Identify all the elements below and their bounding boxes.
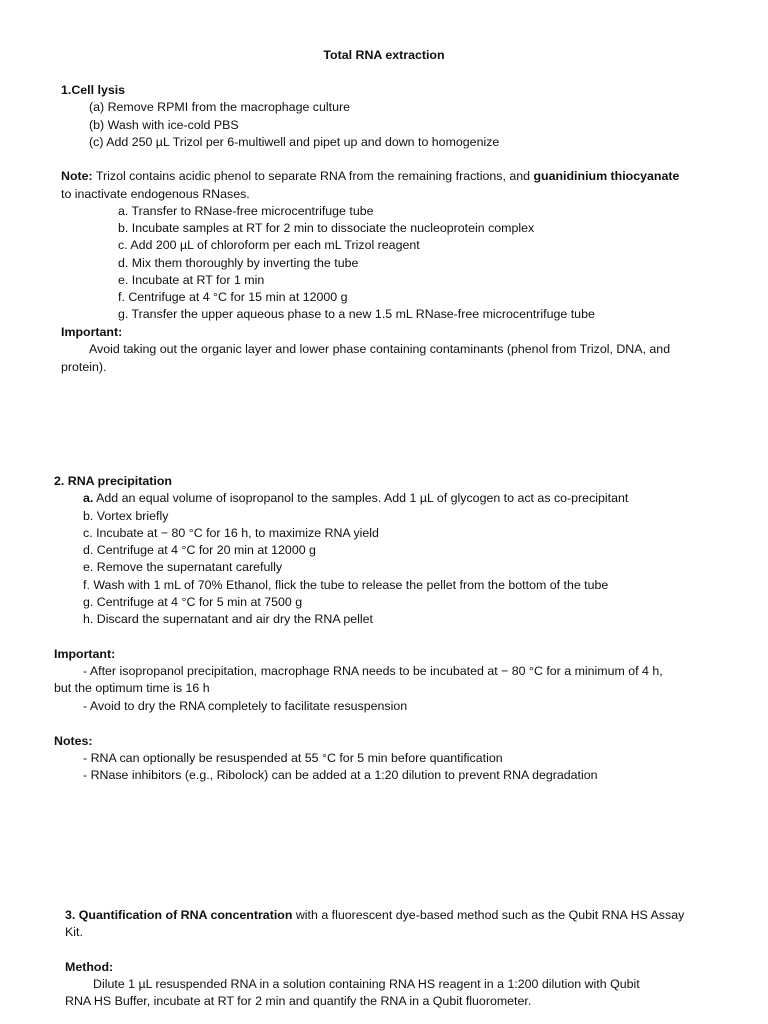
section-2-step: c. Incubate at − 80 °C for 16 h, to maximize RNA yield bbox=[83, 526, 379, 540]
step-text: Add an equal volume of isopropanol to the samples. Add 1 µL of glycogen to act as co-precipitant bbox=[93, 491, 629, 505]
section-1-substep: d. Mix them thoroughly by inverting the tube bbox=[118, 256, 359, 270]
section-1-step: (a) Remove RPMI from the macrophage culture bbox=[89, 100, 350, 114]
section-3-heading bbox=[65, 907, 684, 924]
section-2-note: - RNase inhibitors (e.g., Ribolock) can be added at a 1:20 dilution to prevent RNA degradation bbox=[83, 768, 598, 782]
section-2-step: e. Remove the supernatant carefully bbox=[83, 560, 283, 574]
section-2-note: - RNA can optionally be resuspended at 55 °C for 5 min before quantification bbox=[83, 751, 503, 765]
section-1-note-continued: to inactivate endogenous RNases. bbox=[61, 187, 250, 201]
section-1-substep: g. Transfer the upper aqueous phase to a new 1.5 mL RNase-free microcentrifuge tube bbox=[118, 307, 595, 321]
section-1-important-text: protein). bbox=[61, 360, 107, 374]
section-3-method-text: RNA HS Buffer, incubate at RT for 2 min and quantify the RNA in a Qubit fluorometer. bbox=[65, 994, 532, 1008]
section-1-substep: e. Incubate at RT for 1 min bbox=[118, 273, 265, 287]
section-1-substep: f. Centrifuge at 4 °C for 15 min at 12000 g bbox=[118, 290, 348, 304]
section-2-notes-label: Notes: bbox=[54, 734, 93, 748]
step-letter: a. bbox=[83, 491, 94, 505]
note-label: Note: bbox=[61, 169, 93, 183]
document-title: Total RNA extraction bbox=[323, 48, 445, 62]
section-1-important-label: Important: bbox=[61, 325, 123, 339]
section-2-step: d. Centrifuge at 4 °C for 20 min at 12000 g bbox=[83, 543, 316, 557]
note-text: Trizol contains acidic phenol to separate RNA from the remaining fractions, and bbox=[92, 169, 534, 183]
section-2-step: h. Discard the supernatant and air dry the RNA pellet bbox=[83, 612, 373, 626]
section-1-substep: b. Incubate samples at RT for 2 min to dissociate the nucleoprotein complex bbox=[118, 221, 535, 235]
section-3-heading-bold: 3. Quantification of RNA concentration bbox=[65, 908, 293, 922]
section-1-important-text: Avoid taking out the organic layer and lower phase containing contaminants (phenol from Trizol, DNA, and bbox=[89, 342, 671, 356]
section-2-important-label: Important: bbox=[54, 647, 116, 661]
section-3-method-text: Dilute 1 µL resuspended RNA in a solution containing RNA HS reagent in a 1:200 dilution with Qubit bbox=[93, 977, 640, 991]
section-2-step bbox=[83, 490, 628, 507]
note-bold-term: guanidinium thiocyanate bbox=[533, 169, 680, 183]
section-1-heading: 1.Cell lysis bbox=[61, 83, 126, 97]
section-1-step: (c) Add 250 µL Trizol per 6-multiwell and pipet up and down to homogenize bbox=[89, 135, 500, 149]
section-3-method-label: Method: bbox=[65, 960, 114, 974]
section-2-important-text: - After isopropanol precipitation, macrophage RNA needs to be incubated at − 80 °C for a minimum of 4 h, bbox=[83, 664, 663, 678]
section-2-important-text: but the optimum time is 16 h bbox=[54, 681, 210, 695]
section-2-step: f. Wash with 1 mL of 70% Ethanol, flick the tube to release the pellet from the bottom of the tube bbox=[83, 578, 609, 592]
section-2-important-text: - Avoid to dry the RNA completely to facilitate resuspension bbox=[83, 699, 408, 713]
section-3-heading-rest: with a fluorescent dye-based method such as the Qubit RNA HS Assay bbox=[292, 908, 685, 922]
section-1-step: (b) Wash with ice-cold PBS bbox=[89, 118, 239, 132]
section-2-heading: 2. RNA precipitation bbox=[54, 474, 172, 488]
section-1-substep: c. Add 200 µL of chloroform per each mL Trizol reagent bbox=[118, 238, 420, 252]
section-2-step: b. Vortex briefly bbox=[83, 509, 169, 523]
section-1-substep: a. Transfer to RNase-free microcentrifuge tube bbox=[118, 204, 374, 218]
section-1-note bbox=[61, 168, 679, 185]
section-3-heading-continued: Kit. bbox=[65, 925, 83, 939]
section-2-step: g. Centrifuge at 4 °C for 5 min at 7500 g bbox=[83, 595, 303, 609]
